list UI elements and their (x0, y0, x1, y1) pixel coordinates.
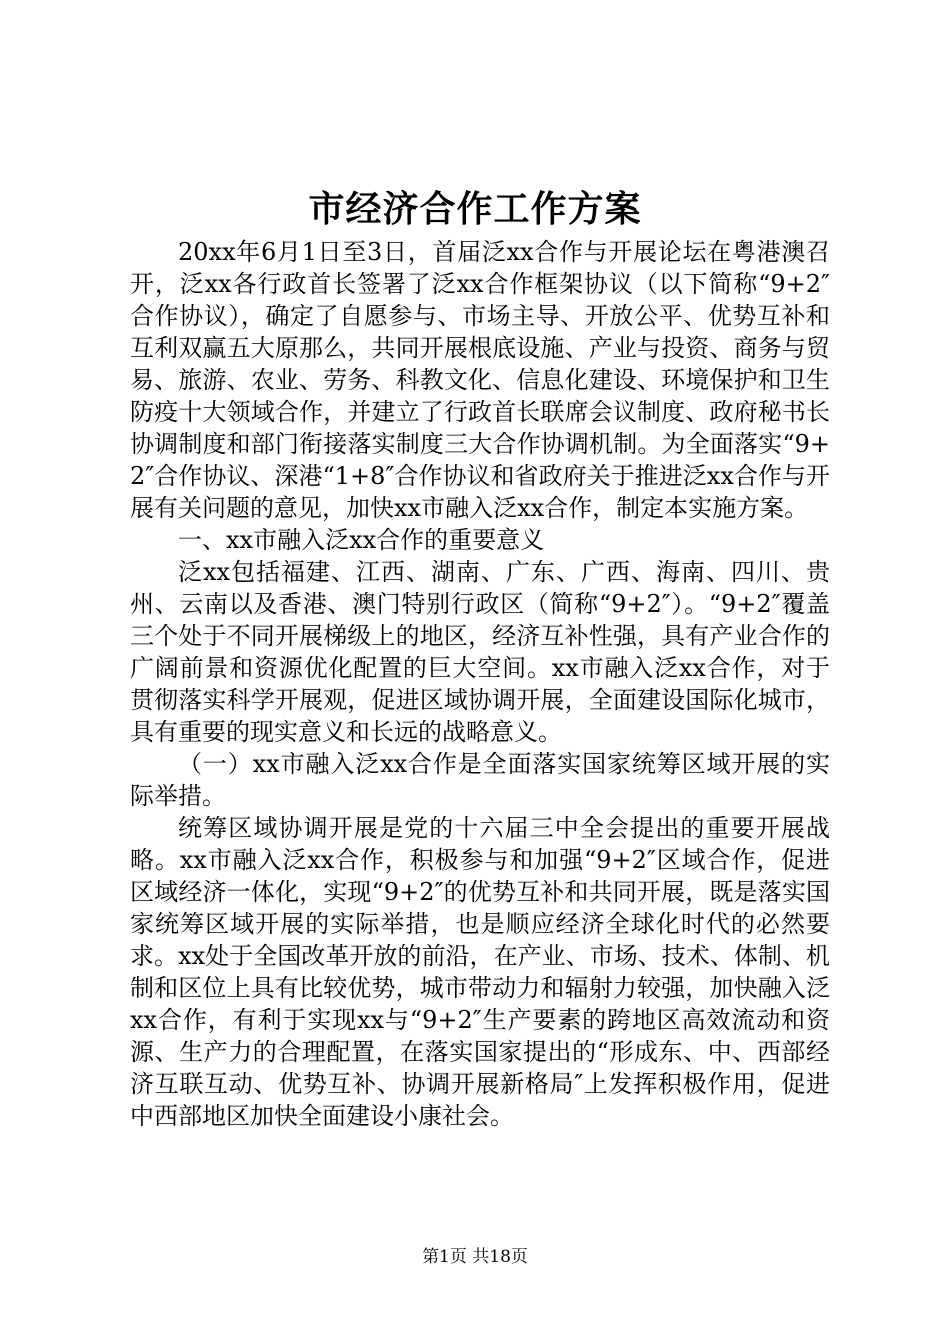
page-number: 第1页 共18页 (422, 1247, 528, 1267)
subsection-heading-1: （一）xx市融入泛xx合作是全面落实国家统筹区域开展的实际举措。 (130, 750, 830, 810)
document-title: 市经济合作工作方案 (308, 188, 642, 230)
paragraph-intro: 20xx年6月1日至3日，首届泛xx合作与开展论坛在粤港澳召开，泛xx各行政首长签署了泛xx合作框架协议（以下简称“9+2″合作协议），确定了自愿参与、市场主导、开放公平、优势互补和互利双赢五大原那么，共同开展根底设施、产业与投资、商务与贸易、旅游、农业、劳务、科教文化、信息化建设、环境保护和卫生防疫十大领域合作，并建立了行政首长联席会议制度、政府秘书长协调制度和部门衔接落实制度三大合作协调机制。为全面落实“9+2″合作协议、深港“1+8″合作协议和省政府关于推进泛xx合作与开展有关问题的意见，加快xx市融入泛xx合作，制定本实施方案。 (130, 238, 830, 522)
paragraph-strategy: 统筹区域协调开展是党的十六届三中全会提出的重要开展战略。xx市融入泛xx合作，积极参与和加强“9+2″区域合作，促进区域经济一体化，实现“9+2″的优势互补和共同开展，既是落实国家统筹区域开展的实际举措，也是顺应经济全球化时代的必然要求。xx处于全国改革开放的前沿，在产业、市场、技术、体制、机制和区位上具有比较优势，城市带动力和辐射力较强，加快融入泛xx合作，有利于实现xx与“9+2″生产要素的跨地区高效流动和资源、生产力的合理配置，在落实国家提出的“形成东、中、西部经济互联互动、优势互补、协调开展新格局″上发挥积极作用，促进中西部地区加快全面建设小康社会。 (130, 814, 830, 1130)
paragraph-scope: 泛xx包括福建、江西、湖南、广东、广西、海南、四川、贵州、云南以及香港、澳门特别行政区（简称“9+2″）。“9+2″覆盖三个处于不同开展梯级上的地区，经济互补性强，具有产业合作的广阔前景和资源优化配置的巨大空间。xx市融入泛xx合作，对于贯彻落实科学开展观，促进区域协调开展，全面建设国际化城市，具有重要的现实意义和长远的战略意义。 (130, 558, 830, 746)
section-heading-1: 一、xx市融入泛xx合作的重要意义 (178, 526, 545, 554)
document-body (130, 236, 830, 1132)
